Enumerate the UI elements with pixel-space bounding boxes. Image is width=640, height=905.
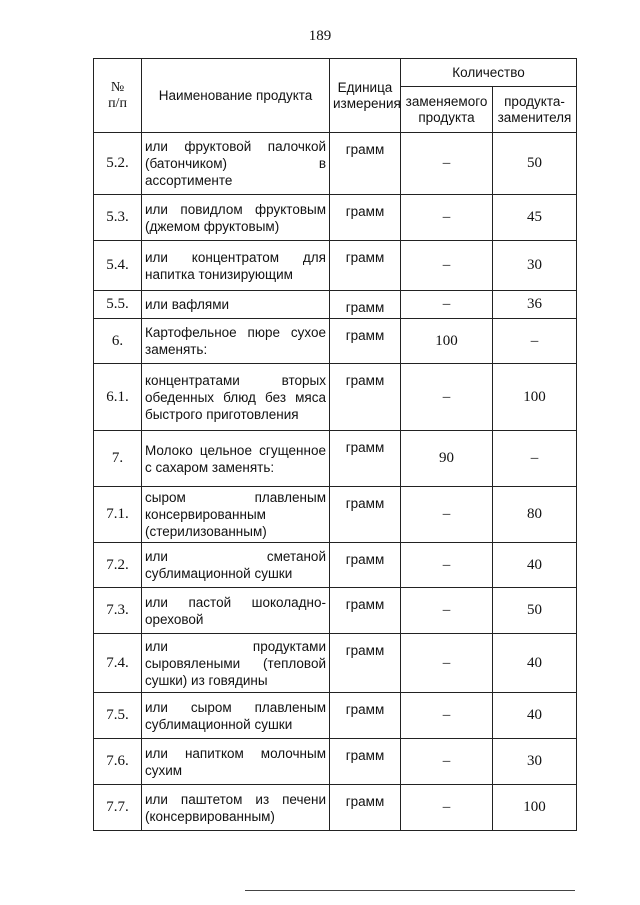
row-number: 7.6. [94,739,142,785]
table-row [94,364,577,431]
row-replaced-qty: – [401,364,493,431]
row-substitute-qty: 50 [493,133,577,195]
row-unit: грамм [330,319,401,364]
row-unit: грамм [330,364,401,431]
row-number: 5.5. [94,291,142,319]
table-row [94,195,577,241]
header-replaced-product: заменяемого продукта [401,87,493,133]
row-unit: грамм [330,291,401,319]
page-number: 189 [308,28,332,44]
row-unit: грамм [330,195,401,241]
row-substitute-qty: 40 [493,543,577,588]
table-row [94,693,577,739]
row-product-name: или напитком молочным сухим [142,739,330,785]
table-row [94,634,577,693]
footer-rule [245,890,575,891]
row-replaced-qty: – [401,785,493,831]
row-product-name: или продуктами сыровялеными (тепловой сушки) из говядины [142,634,330,693]
header-product-name: Наименование продукта [142,59,330,133]
row-product-name: Картофельное пюре сухое заменять: [142,319,330,364]
row-product-name: или сыром плавленым сублимационной сушки [142,693,330,739]
row-product-name: сыром плавленым консервированным (стерилизованным) [142,487,330,543]
row-substitute-qty: 45 [493,195,577,241]
table-row [94,241,577,291]
row-replaced-qty: – [401,291,493,319]
table-row [94,785,577,831]
table-row [94,543,577,588]
row-replaced-qty: – [401,195,493,241]
row-substitute-qty: – [493,431,577,487]
row-substitute-qty: 50 [493,588,577,634]
row-unit: грамм [330,133,401,195]
row-replaced-qty: – [401,588,493,634]
header-substitute-product: продукта-заменителя [493,87,577,133]
row-substitute-qty: 100 [493,785,577,831]
table-row [94,487,577,543]
row-replaced-qty: 100 [401,319,493,364]
row-replaced-qty: – [401,241,493,291]
row-substitute-qty: 30 [493,241,577,291]
row-number: 7.4. [94,634,142,693]
row-replaced-qty: – [401,634,493,693]
row-number: 7.1. [94,487,142,543]
row-substitute-qty: 40 [493,634,577,693]
row-replaced-qty: – [401,693,493,739]
table-row [94,431,577,487]
row-substitute-qty: 80 [493,487,577,543]
row-number: 7. [94,431,142,487]
row-unit: грамм [330,588,401,634]
row-substitute-qty: 36 [493,291,577,319]
row-product-name: концентратами вторых обеденных блюд без мяса быстрого приготовления [142,364,330,431]
row-product-name: или сметаной сублимационной сушки [142,543,330,588]
row-unit: грамм [330,487,401,543]
row-product-name: Молоко цельное сгущенное с сахаром заменять: [142,431,330,487]
row-number: 5.4. [94,241,142,291]
row-number: 7.3. [94,588,142,634]
row-substitute-qty: – [493,319,577,364]
row-product-name: или повидлом фруктовым (джемом фруктовым) [142,195,330,241]
row-number: 6. [94,319,142,364]
row-product-name: или фруктовой палочкой (батончиком) в ассортименте [142,133,330,195]
row-unit: грамм [330,785,401,831]
row-unit: грамм [330,634,401,693]
row-product-name: или концентратом для напитка тонизирующим [142,241,330,291]
row-unit: грамм [330,431,401,487]
row-unit: грамм [330,739,401,785]
row-replaced-qty: – [401,543,493,588]
row-product-name: или вафлями [142,291,330,319]
row-number: 5.2. [94,133,142,195]
table-row [94,588,577,634]
row-number: 7.2. [94,543,142,588]
header-number: № п/п [94,59,142,133]
table-row [94,319,577,364]
header-unit: Единица измерения [330,59,401,133]
row-unit: грамм [330,543,401,588]
header-quantity: Количество [401,59,577,87]
table-row [94,291,577,319]
row-unit: грамм [330,241,401,291]
row-substitute-qty: 40 [493,693,577,739]
row-substitute-qty: 30 [493,739,577,785]
row-product-name: или пастой шоколадно-ореховой [142,588,330,634]
row-number: 7.7. [94,785,142,831]
row-substitute-qty: 100 [493,364,577,431]
table-body [94,133,577,831]
row-replaced-qty: – [401,487,493,543]
row-replaced-qty: – [401,133,493,195]
row-number: 6.1. [94,364,142,431]
row-number: 7.5. [94,693,142,739]
row-product-name: или паштетом из печени (консервированным) [142,785,330,831]
row-number: 5.3. [94,195,142,241]
row-replaced-qty: – [401,739,493,785]
substitution-table [93,58,577,831]
row-unit: грамм [330,693,401,739]
table-row [94,133,577,195]
table-row [94,739,577,785]
row-replaced-qty: 90 [401,431,493,487]
